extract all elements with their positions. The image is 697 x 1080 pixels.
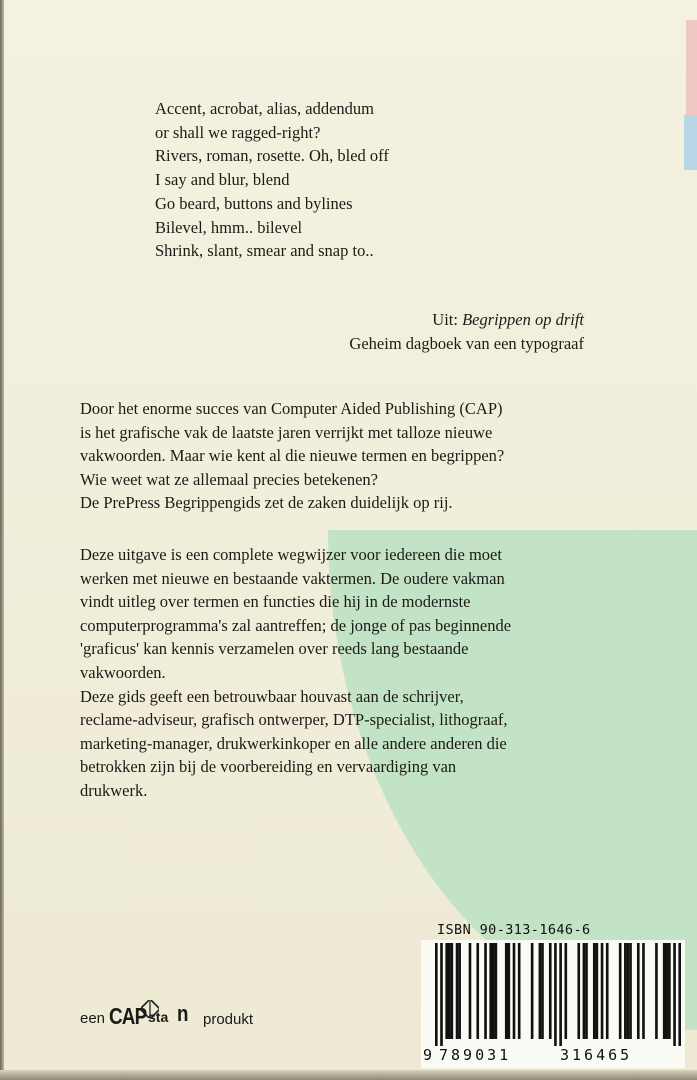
poem-source [349, 308, 584, 355]
intro-paragraph [80, 397, 640, 515]
poem-line: Rivers, roman, rosette. Oh, bled off [155, 146, 389, 166]
barcode-bar [531, 943, 534, 1039]
bottom-edge [0, 1070, 697, 1080]
text-line: 'graficus' kan kennis verzamelen over reeds lang bestaande [80, 639, 469, 659]
barcode-bar [518, 943, 521, 1039]
barcode-bar [585, 943, 588, 1039]
barcode-bar [663, 943, 666, 1039]
barcode-bar [435, 943, 438, 1046]
barcode-bar [559, 943, 562, 1046]
source-subtitle: Geheim dagboek van een typograaf [349, 333, 584, 353]
barcode-bar [458, 943, 461, 1039]
capstan-logo [80, 1000, 300, 1040]
barcode-bar [564, 943, 567, 1039]
source-prefix: Uit: [432, 310, 463, 329]
barcode-bar [678, 943, 681, 1046]
barcode-left-digits: 789031 [439, 1046, 512, 1064]
barcode-bar [577, 943, 580, 1039]
barcode-bar [456, 943, 459, 1039]
barcode-bar [554, 943, 557, 1046]
logo-n: n [177, 1001, 189, 1026]
poem-line: I say and blur, blend [155, 170, 290, 190]
source-title-line [349, 308, 584, 332]
logo-cap: CAP [109, 1003, 147, 1029]
barcode-bar [606, 943, 609, 1039]
barcode-bar [668, 943, 671, 1039]
poem-line: Go beard, buttons and bylines [155, 193, 353, 213]
barcode-bar [513, 943, 516, 1039]
barcode-bar [539, 943, 542, 1039]
barcode-bar [655, 943, 658, 1039]
barcode-bar [596, 943, 599, 1039]
barcode-bar [484, 943, 487, 1039]
text-line: vindt uitleg over termen en functies die hij in de modernste [80, 592, 471, 612]
text-line: computerprogramma's zal aantreffen; de jonge of pas beginnende [80, 615, 512, 635]
barcode-bar [508, 943, 511, 1039]
logo-suffix: produkt [203, 1011, 254, 1028]
text-line: reclame-adviseur, grafisch ontwerper, DTP-specialist, lithograaf, [80, 710, 508, 730]
barcode-bar [673, 943, 676, 1046]
logo-stan: sta [148, 1009, 169, 1025]
poem-line: Bilevel, hmm.. bilevel [155, 217, 303, 237]
logo-prefix: een [80, 1010, 106, 1027]
description-paragraph [80, 543, 680, 803]
text-line: vakwoorden. Maar wie kent al die nieuwe termen en begrippen? [80, 446, 505, 466]
barcode-lead-digit: 9 [423, 1046, 433, 1064]
text-line: Wie weet wat ze allemaal precies betekenen? [80, 469, 378, 489]
barcode-bar [627, 943, 630, 1039]
poem-line: Shrink, slant, smear and snap to.. [155, 241, 374, 261]
barcode-bar [665, 943, 668, 1039]
barcode-bar [593, 943, 596, 1039]
barcode-bar [619, 943, 622, 1039]
text-line: werken met nieuwe en bestaande vaktermen. De oudere vakman [80, 568, 505, 588]
text-line: betrokken zijn bij de voorbereiding en vervaardiging van [80, 757, 457, 777]
source-title: Begrippen op drift [462, 310, 584, 329]
barcode-bar [505, 943, 508, 1039]
barcode-bar [629, 943, 632, 1039]
blue-accent-strip [684, 115, 697, 170]
poem-line: or shall we ragged-right? [155, 122, 321, 142]
text-line: is het grafische vak de laatste jaren verrijkt met talloze nieuwe [80, 422, 493, 442]
barcode-bar [448, 943, 451, 1039]
barcode-bar [642, 943, 645, 1039]
text-line: drukwerk. [80, 780, 148, 800]
barcode-bar [451, 943, 454, 1039]
barcode-bar [469, 943, 472, 1039]
spine-edge [0, 0, 4, 1080]
poem [155, 97, 389, 263]
pink-accent-strip [686, 20, 697, 115]
text-line: Deze uitgave is een complete wegwijzer voor iedereen die moet [80, 545, 502, 564]
barcode-bar [489, 943, 492, 1039]
barcode-right-digits: 316465 [560, 1046, 633, 1064]
barcode-bar [549, 943, 552, 1039]
barcode-bar [624, 943, 627, 1039]
text-line: Door het enorme succes van Computer Aided Publishing (CAP) [80, 399, 503, 418]
barcode-bar [440, 943, 443, 1046]
barcode-bar [541, 943, 544, 1039]
barcode-bar [583, 943, 586, 1039]
poem-line: Accent, acrobat, alias, addendum [155, 99, 374, 118]
barcode-bar [601, 943, 604, 1039]
barcode-bar [476, 943, 479, 1039]
text-line: marketing-manager, drukwerkinkoper en alle andere anderen die [80, 733, 507, 753]
barcode-bar [492, 943, 495, 1039]
barcode-bar [637, 943, 640, 1039]
text-line: Deze gids geeft een betrouwbaar houvast aan de schrijver, [80, 686, 464, 706]
barcode-bar [445, 943, 448, 1039]
text-line: vakwoorden. [80, 662, 166, 682]
barcode-bar [495, 943, 498, 1039]
barcode [435, 943, 681, 1046]
text-line: De PrePress Begrippengids zet de zaken duidelijk op rij. [80, 493, 453, 513]
isbn-label: ISBN 90-313-1646-6 [437, 922, 591, 938]
